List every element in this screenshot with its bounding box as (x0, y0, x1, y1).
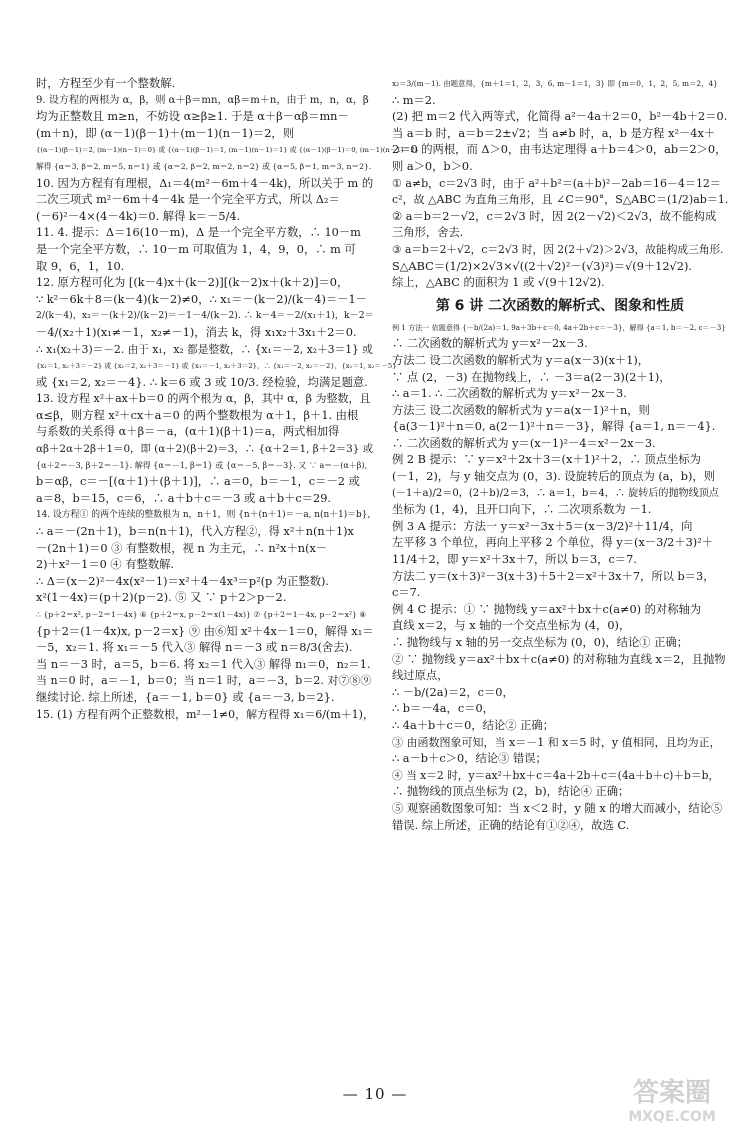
text-line: {a(3－1)²＋n＝0, a(2－1)²＋n＝－3}，解得 {a＝1, n＝－4}. (392, 420, 716, 434)
text-line: ② a＝b＝2－√2，c＝2√3 时，因 2(2－√2)＜2√3，故不能构成 (392, 209, 717, 223)
text-line: －4/(x₂＋1)(x₁≠－1，x₂≠－1)，消去 k，得 x₁x₂＋3x₁＋2＝0. (36, 325, 357, 339)
text-line: ∴ a＝－(2n＋1)，b＝n(n＋1)，代入方程②，得 x²＋n(n＋1)x (36, 525, 354, 539)
text-line: ∵ k²－6k＋8＝(k－4)(k－2)≠0，∴ x₁＝－(k－2)/(k－4)＝－1－ (36, 292, 367, 306)
text-line: ∴ x₁(x₂＋3)＝－2. 由于 x₁，x₂ 都是整数，∴ {x₁＝－2, x₂＋3＝1} 或 (36, 342, 373, 356)
text-line: {p＋2＝(1－4x)x, p－2＝x} ⑨ 由⑥知 x²＋4x－1＝0，解得 x₁＝ (36, 624, 374, 638)
text-line: αβ＋2α＋2β＋1＝0，即 (α＋2)(β＋2)＝3，∴ {α＋2＝1, β＋2＝3} 或 (36, 443, 374, 456)
text-line: 三角形，舍去. (392, 226, 464, 240)
text-line: 综上，△ABC 的面积为 1 或 √(9＋12√2). (392, 276, 605, 290)
text-line: 10. 因为方程有有理根，Δ₁＝4(m²－6m＋4－4k)，所以关于 m 的 (36, 176, 374, 190)
text-line: 14. 设方程① 的两个连续的整数根为 n，n＋1，则 {n＋(n＋1)＝－a, n(n＋1)＝b}， (36, 510, 377, 521)
right-column (392, 76, 728, 834)
text-line: (－1＋a)/2＝0，(2＋b)/2＝3，∴ a＝1，b＝4，∴ 旋转后的抛物线顶点 (392, 487, 719, 499)
text-line: 方法三 设二次函数的解析式为 y＝a(x－1)²＋n，则 (392, 403, 650, 417)
text-line: 例 4 C 提示：① ∵ 抛物线 y＝ax²＋bx＋c(a≠0) 的对称轴为 (392, 602, 702, 616)
text-line: {x₁＝1, x₂＋3＝－2} 或 {x₁＝2, x₂＋3＝－1} 或 {x₁＝－1, x₂＋3＝2}，∴ {x₁＝－2, x₂＝－2}，{x₁＝1, x₂＝－5} (36, 362, 397, 371)
text-line: ∴ 二次函数的解析式为 y＝(x－1)²－4＝x²－2x－3. (392, 436, 656, 450)
text-line: 方法二 y＝(x＋3)²－3(x＋3)＋5＋2＝x²＋3x＋7，所以 b＝3， (392, 569, 715, 583)
text-line: (－1，2)，与 y 轴交点为 (0，3). 设旋转后的顶点为 (a，b)，则 (392, 470, 716, 484)
text-line: 坐标为 (1，4)，且开口向下，∴ 二次项系数为 －1. (392, 503, 652, 517)
text-line: ∴ 抛物线的顶点坐标为 (2，b)，结论④ 正确； (392, 785, 630, 799)
text-line: 时，方程至少有一个整数解. (36, 77, 176, 90)
text-line: 2)＋x²－1＝0 ④ 有整数解. (36, 558, 175, 572)
text-line: ∴ Δ＝(x－2)²－4x(x²－1)＝x²＋4－4x³＝p²(p 为正整数). (36, 574, 330, 588)
text-line: ∴ a＝1. ∴ 二次函数的解析式为 y＝x²－2x－3. (392, 387, 627, 401)
text-line: 当 a＝b 时，a＝b＝2±√2；当 a≠b 时，a，b 是方程 x²－4x＋ (392, 126, 716, 140)
text-line: ③ 由函数图象可知，当 x＝－1 和 x＝5 时，y 值相同，且均为正， (392, 735, 721, 749)
text-line: b＝αβ，c＝－[(α＋1)＋(β＋1)]，∴ a＝0，b＝－1，c＝－2 或 (36, 475, 360, 489)
text-line: α≤β，则方程 x²＋cx＋a＝0 的两个整数根为 α＋1，β＋1. 由根 (36, 408, 359, 422)
text-line: ① a≠b，c＝2√3 时，由于 a²＋b²＝(a＋b)²－2ab＝16－4＝12＝ (392, 176, 721, 190)
page-number: — 10 — (342, 1085, 408, 1103)
text-line: 13. 设方程 x²＋ax＋b＝0 的两个根为 α，β，其中 α，β 为整数，且 (36, 392, 371, 406)
text-line: (－6)²－4×(4－4k)＝0. 解得 k＝－5/4. (36, 209, 241, 223)
text-line: 11/4＋2，即 y＝x²＋3x＋7，所以 b＝3，c＝7. (392, 553, 637, 567)
text-line: (m＋n)，即 (α－1)(β－1)＋(m－1)(n－1)＝2，则 (36, 126, 295, 140)
text-line: 直线 x＝2，与 x 轴的一个交点坐标为 (4，0)， (392, 619, 631, 633)
text-line: －5，x₂＝1. 将 x₁＝－5 代入③ 解得 n＝－3 或 n＝8/3(舍去). (36, 641, 353, 655)
text-line: 2＝0 的两根，而 Δ＞0，由韦达定理得 a＋b＝4＞0，ab＝2＞0， (392, 143, 727, 157)
text-line: 当 n＝－3 时，a＝5，b＝6. 将 x₂＝1 代入③ 解得 n₁＝0，n₂＝1. (36, 657, 371, 671)
text-line: 例 3 A 提示：方法一 y＝x²－3x＋5＝(x－3/2)²＋11/4，向 (392, 519, 693, 533)
text-line: 方法二 设二次函数的解析式为 y＝a(x－3)(x＋1)， (392, 353, 650, 367)
text-line: 取 9，6，1，10. (36, 259, 125, 273)
text-line: {(α－1)(β－1)＝2, (m－1)(n－1)＝0} 或 {(α－1)(β－1)＝1, (m－1)(n－1)＝1} 或 {(α－1)(β－1)＝0, (m－1)(n－1)＝2} (36, 146, 419, 155)
text-line: {α＋2＝－3, β＋2＝－1}. 解得 {α＝－1, β＝1} 或 {α＝－5, β＝－3}. 又 ∵ a＝－(α＋β)， (36, 460, 373, 470)
text-line: 左平移 3 个单位，再向上平移 2 个单位，得 y＝(x－3/2＋3)²＋ (392, 536, 714, 550)
text-line: 线过原点， (392, 669, 449, 683)
text-line: ④ 当 x＝2 时，y＝ax²＋bx＋c＝4a＋2b＋c＝(4a＋b＋c)＋b＝b， (392, 768, 720, 782)
text-line: ∴ a－b＋c＞0，结论③ 错误； (392, 752, 547, 766)
text-line: ② ∵ 抛物线 y＝ax²＋bx＋c(a≠0) 的对称轴为直线 x＝2，且抛物 (392, 652, 726, 666)
text-line: 12. 原方程可化为 [(k－4)x＋(k－2)][(k－2)x＋(k＋2)]＝0， (36, 276, 349, 290)
text-line: S△ABC＝(1/2)×2√3×√((2＋√2)²－(√3)²)＝√(9＋12√2). (392, 259, 692, 273)
text-line: ∴ b＝－4a，c＝0， (392, 702, 494, 716)
text-line: 是一个完全平方数，∴ 10－m 可取值为 1，4，9，0，∴ m 可 (36, 242, 356, 256)
text-line: 则 a＞0，b＞0. (392, 159, 473, 173)
text-line: ③ a＝b＝2＋√2，c＝2√3 时，因 2(2＋√2)＞2√3，故能构成三角形. (392, 242, 724, 256)
text-line: 二次三项式 m²－6m＋4－4k 是一个完全平方式，所以 Δ₂＝ (36, 193, 340, 207)
text-line: 当 n＝0 时，a＝－1，b＝0；当 n＝1 时，a＝－3，b＝2. 对⑦⑧⑨ (36, 674, 372, 688)
text-line: c²，故 △ABC 为直角三角形，且 ∠C＝90°，S△ABC＝(1/2)ab＝1. (392, 193, 729, 207)
text-line: ∴ 抛物线与 x 轴的另一交点坐标为 (0，0)，结论① 正确； (392, 636, 689, 649)
text-line: 与系数的关系得 α＋β＝－a，(α＋1)(β＋1)＝a，两式相加得 (36, 425, 340, 439)
text-line: 9. 设方程的两根为 α，β，则 α＋β＝mn，αβ＝m＋n，由于 m，n，α，β (36, 94, 369, 106)
text-line: 错误. 综上所述，正确的结论有①②④，故选 C. (392, 818, 630, 832)
section-heading: 第 6 讲 二次函数的解析式、图象和性质 (435, 297, 685, 314)
text-line: －(2n＋1)＝0 ③ 有整数根，视 n 为主元，∴ n²x＋n(x－ (36, 541, 328, 555)
text-line: ∴ m＝2. (392, 93, 436, 107)
text-line: (2) 把 m＝2 代入两等式，化简得 a²－4a＋2＝0，b²－4b＋2＝0. (392, 110, 728, 124)
text-line: 继续讨论. 综上所述，{a＝－1, b＝0} 或 {a＝－3, b＝2}. (36, 690, 335, 704)
text-line: 或 {x₁＝2, x₂＝－4}. ∴ k＝6 或 3 或 10/3. 经检验，均满足题意. (36, 375, 368, 389)
text-line: 例 2 B 提示：∵ y＝x²＋2x＋3＝(x＋1)²＋2，∴ 顶点坐标为 (392, 453, 701, 467)
text-line: x²(1－4x)＝(p＋2)(p－2). ⑤ 又 ∵ p＋2＞p－2. (36, 591, 287, 605)
text-line: 15. (1) 方程有两个正整数根，m²－1≠0，解方程得 x₁＝6/(m＋1)， (36, 707, 374, 721)
text-line: ∴ {p＋2＝x², p－2＝1－4x} ⑥ {p＋2＝x, p－2＝x(1－4x)} ⑦ {p＋2＝1－4x, p－2＝x²} ⑧ (36, 610, 367, 619)
text-line: a＝8，b＝15，c＝6，∴ a＋b＋c＝－3 或 a＋b＋c＝29. (36, 491, 332, 505)
right-column-top (392, 76, 728, 292)
text-line: 解得 {α＝3, β＝2, m＝5, n＝1} 或 {α＝2, β＝2, m＝2, n＝2} 或 {α＝5, β＝1, m＝3, n＝2}. (36, 161, 372, 171)
text-line: ∴ －b/(2a)＝2，c＝0， (392, 685, 514, 699)
text-line: ∴ 二次函数的解析式为 y＝x²－2x－3. (392, 337, 588, 351)
text-line: ∵ 点 (2，－3) 在抛物线上，∴ －3＝a(2－3)(2＋1)， (392, 370, 671, 384)
right-column-bottom (392, 320, 728, 834)
text-line: c＝7. (392, 586, 421, 600)
text-line: 例 1 方法一 依题意得 {－b/(2a)＝1, 9a＋3b＋c＝0, 4a＋2b＋c＝－3}，解得 {a＝1, b＝－2, c＝－3} (392, 322, 726, 332)
watermark-text: 答案圈 (632, 1078, 712, 1108)
text-line: 均为正整数且 m≥n，不妨设 α≥β≥1. 于是 α＋β－αβ＝mn－ (36, 110, 349, 124)
text-line: x₂＝3/(m－1). 由题意得，{m＋1＝1，2，3，6, m－1＝1，3} 即 {m＝0，1，2，5, m＝2，4} (392, 79, 718, 88)
watermark-url: MXQE.COM (628, 1109, 716, 1125)
text-line: 11. 4. 提示：Δ＝16(10－m)，Δ 是一个完全平方数，∴ 10－m (36, 226, 361, 240)
text-line: 2/(k－4)，x₂＝－(k＋2)/(k－2)＝－1－4/(k－2). ∴ k－4＝－2/(x₁＋1)，k－2＝ (36, 310, 374, 322)
watermark-logo (608, 1071, 736, 1127)
text-line: ∴ 4a＋b＋c＝0，结论② 正确； (392, 718, 555, 732)
text-line: ⑤ 观察函数图象可知：当 x＜2 时，y 随 x 的增大而减小，结论⑤ (392, 801, 723, 815)
